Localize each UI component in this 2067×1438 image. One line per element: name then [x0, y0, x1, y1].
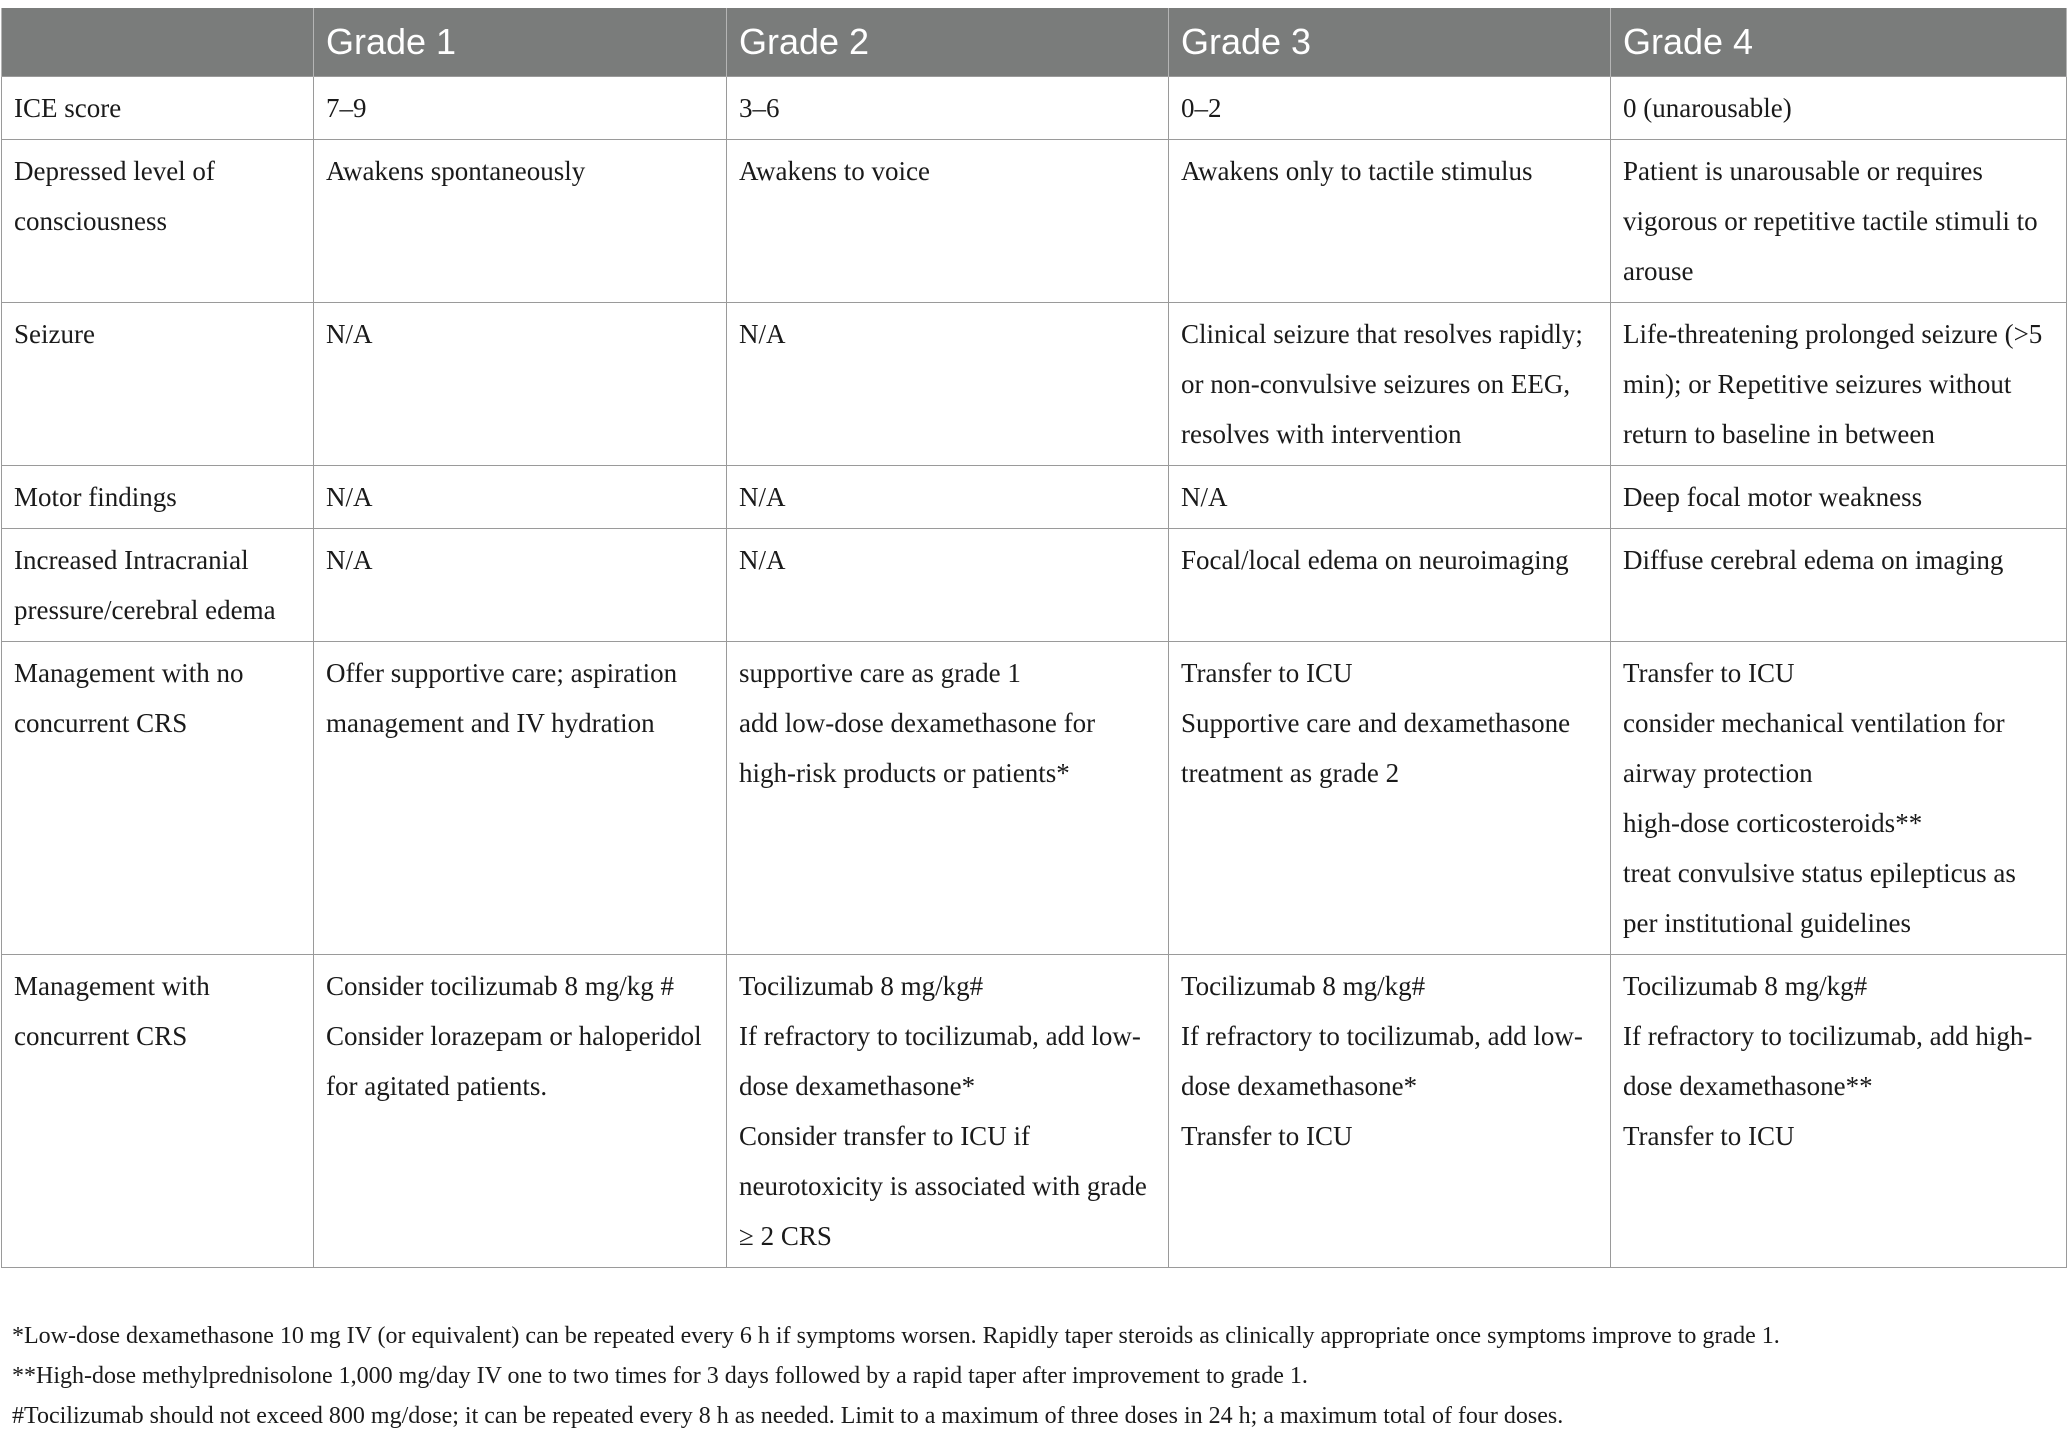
row-label: Increased Intracranial pressure/cerebral edema: [2, 528, 314, 641]
table-row: [2, 528, 2067, 641]
table-cell: Awakens to voice: [727, 139, 1169, 302]
table-cell: N/A: [1169, 465, 1611, 528]
table-cell: 3–6: [727, 76, 1169, 139]
table-cell: N/A: [727, 302, 1169, 465]
header-row: [2, 8, 2067, 76]
table-cell: Deep focal motor weakness: [1611, 465, 2067, 528]
table-cell: supportive care as grade 1 add low-dose dexamethasone for high-risk products or patients*: [727, 641, 1169, 954]
table-cell: 0–2: [1169, 76, 1611, 139]
row-label: Motor findings: [2, 465, 314, 528]
table-footnotes: [12, 1316, 2052, 1436]
row-label: ICE score: [2, 76, 314, 139]
icans-grading-table: [1, 8, 2067, 1268]
table-cell: Awakens only to tactile stimulus: [1169, 139, 1611, 302]
table-cell: Patient is unarousable or requires vigorous or repetitive tactile stimuli to arouse: [1611, 139, 2067, 302]
table-cell: Transfer to ICU Supportive care and dexamethasone treatment as grade 2: [1169, 641, 1611, 954]
row-label: Management with no concurrent CRS: [2, 641, 314, 954]
row-label: Management with concurrent CRS: [2, 954, 314, 1267]
header-cell-grade-2: Grade 2: [727, 8, 1169, 76]
footnote-low-dose-dexamethasone: *Low-dose dexamethasone 10 mg IV (or equivalent) can be repeated every 6 h if symptoms worsen. Rapidly taper steroids as clinically appropriate once symptoms improve to grade 1.: [12, 1323, 1780, 1349]
table-cell: Clinical seizure that resolves rapidly; or non-convulsive seizures on EEG, resolves with intervention: [1169, 302, 1611, 465]
header-cell-grade-1: Grade 1: [314, 8, 727, 76]
table-cell: Focal/local edema on neuroimaging: [1169, 528, 1611, 641]
table-cell: 7–9: [314, 76, 727, 139]
table-row: [2, 302, 2067, 465]
table-row: [2, 954, 2067, 1267]
table-row: [2, 465, 2067, 528]
table-cell: Consider tocilizumab 8 mg/kg # Consider lorazepam or haloperidol for agitated patients.: [314, 954, 727, 1267]
row-label: Seizure: [2, 302, 314, 465]
row-label: Depressed level of consciousness: [2, 139, 314, 302]
table-cell: Diffuse cerebral edema on imaging: [1611, 528, 2067, 641]
table-cell: Tocilizumab 8 mg/kg# If refractory to tocilizumab, add low-dose dexamethasone* Transfer to ICU: [1169, 954, 1611, 1267]
table-row: [2, 76, 2067, 139]
table-cell: 0 (unarousable): [1611, 76, 2067, 139]
table-header: [2, 8, 2067, 76]
table-cell: Tocilizumab 8 mg/kg# If refractory to tocilizumab, add high-dose dexamethasone** Transfer to ICU: [1611, 954, 2067, 1267]
table-cell: N/A: [314, 528, 727, 641]
table-cell: Transfer to ICU consider mechanical ventilation for airway protection high-dose corticosteroids** treat convulsive status epilepticus as per institutional guidelines: [1611, 641, 2067, 954]
table-cell: N/A: [314, 302, 727, 465]
table-row: [2, 139, 2067, 302]
table-cell: Life-threatening prolonged seizure (>5 min); or Repetitive seizures without return to baseline in between: [1611, 302, 2067, 465]
table-cell: N/A: [314, 465, 727, 528]
table-cell: N/A: [727, 528, 1169, 641]
table-row: [2, 641, 2067, 954]
table-body: [2, 76, 2067, 1267]
table-cell: Awakens spontaneously: [314, 139, 727, 302]
table-cell: Tocilizumab 8 mg/kg# If refractory to tocilizumab, add low-dose dexamethasone* Consider transfer to ICU if neurotoxicity is associated with grade ≥ 2 CRS: [727, 954, 1169, 1267]
header-cell-grade-4: Grade 4: [1611, 8, 2067, 76]
header-cell-blank: [2, 8, 314, 76]
table-cell: N/A: [727, 465, 1169, 528]
footnote-high-dose-methylprednisolone: **High-dose methylprednisolone 1,000 mg/day IV one to two times for 3 days followed by a rapid taper after improvement to grade 1.: [12, 1363, 1308, 1389]
table-cell: Offer supportive care; aspiration management and IV hydration: [314, 641, 727, 954]
header-cell-grade-3: Grade 3: [1169, 8, 1611, 76]
footnote-tocilizumab: #Tocilizumab should not exceed 800 mg/dose; it can be repeated every 8 h as needed. Limit to a maximum of three doses in 24 h; a maximum total of four doses.: [12, 1403, 1564, 1429]
